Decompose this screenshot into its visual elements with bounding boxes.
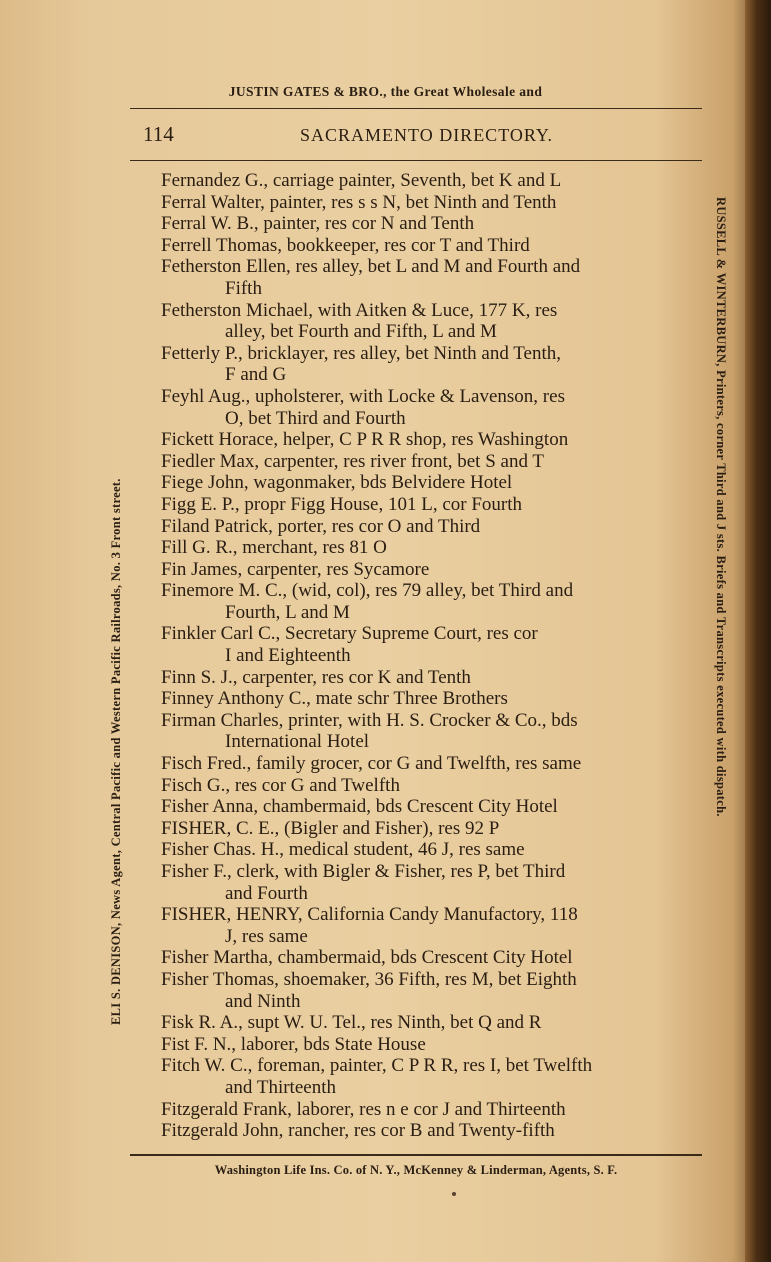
entry-continuation: J, res same bbox=[225, 925, 308, 947]
directory-entry bbox=[161, 818, 701, 840]
ink-dot bbox=[452, 1192, 456, 1196]
entry-text: Firman Charles, printer, with H. S. Crocker & Co., bds bbox=[161, 709, 578, 731]
entry-text: Fisch G., res cor G and Twelfth bbox=[161, 774, 400, 796]
entry-text: Fetherston Michael, with Aitken & Luce, 177 K, res bbox=[161, 299, 558, 321]
entry-text: Ferrell Thomas, bookkeeper, res cor T and Third bbox=[161, 234, 530, 256]
directory-entry bbox=[161, 688, 701, 710]
entry-text: Finn S. J., carpenter, res cor K and Tenth bbox=[161, 666, 471, 688]
header-rule bbox=[130, 160, 702, 161]
directory-entry bbox=[161, 192, 701, 214]
directory-entry bbox=[161, 796, 701, 818]
directory-entry bbox=[161, 213, 701, 235]
directory-entry bbox=[161, 451, 701, 473]
top-rule bbox=[130, 108, 702, 109]
entry-text: Fin James, carpenter, res Sycamore bbox=[161, 558, 430, 580]
directory-entry bbox=[161, 580, 701, 623]
directory-entry bbox=[161, 623, 701, 666]
entry-text: Fisher Anna, chambermaid, bds Crescent City Hotel bbox=[161, 796, 558, 818]
directory-entry bbox=[161, 170, 701, 192]
entry-text: Fernandez G., carriage painter, Seventh, bet K and L bbox=[161, 170, 562, 191]
directory-entry bbox=[161, 1055, 701, 1098]
entry-text: Fetterly P., bricklayer, res alley, bet Ninth and Tenth, bbox=[161, 342, 561, 364]
entry-continuation: O, bet Third and Fourth bbox=[225, 407, 406, 429]
directory-entry bbox=[161, 256, 701, 299]
directory-entry bbox=[161, 1099, 701, 1121]
directory-entry bbox=[161, 235, 701, 257]
entry-text: Fitch W. C., foreman, painter, C P R R, res I, bet Twelfth bbox=[161, 1055, 593, 1077]
directory-entry bbox=[161, 494, 701, 516]
entry-text: Fist F. N., laborer, bds State House bbox=[161, 1033, 426, 1055]
entry-text: Fitzgerald John, rancher, res cor B and Twenty-fifth bbox=[161, 1120, 555, 1142]
entry-text: Fisher Martha, chambermaid, bds Crescent City Hotel bbox=[161, 947, 573, 969]
entry-text: Fisch Fred., family grocer, cor G and Twelfth, res same bbox=[161, 753, 582, 775]
directory-entry bbox=[161, 1034, 701, 1056]
entry-text: Fiege John, wagonmaker, bds Belvidere Hotel bbox=[161, 472, 513, 494]
entry-continuation: Fourth, L and M bbox=[225, 601, 350, 623]
entry-text: Fetherston Ellen, res alley, bet L and M and Fourth and bbox=[161, 256, 581, 278]
entry-text: Fill G. R., merchant, res 81 O bbox=[161, 537, 387, 559]
entry-text: Fiedler Max, carpenter, res river front, bet S and T bbox=[161, 450, 544, 472]
directory-entry bbox=[161, 537, 701, 559]
directory-entry bbox=[161, 472, 701, 494]
directory-entry bbox=[161, 775, 701, 797]
entry-text: Fisher Chas. H., medical student, 46 J, res same bbox=[161, 839, 525, 861]
directory-entry bbox=[161, 861, 701, 904]
directory-entry bbox=[161, 947, 701, 969]
entry-text: Fisk R. A., supt W. U. Tel., res Ninth, bet Q and R bbox=[161, 1012, 542, 1034]
directory-entry bbox=[161, 559, 701, 581]
directory-entry bbox=[161, 1120, 701, 1142]
directory-entry bbox=[161, 429, 701, 451]
book-binding-edge bbox=[745, 0, 771, 1262]
entry-text: Finney Anthony C., mate schr Three Brothers bbox=[161, 688, 508, 710]
entry-continuation: and Thirteenth bbox=[225, 1076, 336, 1098]
directory-entry bbox=[161, 839, 701, 861]
entry-text: Ferral Walter, painter, res s s N, bet Ninth and Tenth bbox=[161, 191, 557, 213]
bottom-rule bbox=[130, 1154, 702, 1156]
entry-text: Filand Patrick, porter, res cor O and Third bbox=[161, 515, 481, 537]
entry-continuation: and Ninth bbox=[225, 990, 301, 1012]
entry-text: Fisher Thomas, shoemaker, 36 Fifth, res M, bet Eighth bbox=[161, 968, 577, 990]
directory-entry bbox=[161, 386, 701, 429]
bottom-advertisement: Washington Life Ins. Co. of N. Y., McKenney & Linderman, Agents, S. F. bbox=[214, 1163, 618, 1177]
directory-entry bbox=[161, 300, 701, 343]
entry-text: Ferral W. B., painter, res cor N and Tenth bbox=[161, 213, 475, 235]
directory-entry bbox=[161, 904, 701, 947]
top-advertisement: JUSTIN GATES & BRO., the Great Wholesale and bbox=[228, 84, 543, 99]
directory-entry bbox=[161, 710, 701, 753]
right-side-advertisement: RUSSELL & WINTERBURN, Printers, corner Third and J sts. Briefs and Transcripts executed with dispatch. bbox=[714, 197, 728, 817]
entry-text: Finemore M. C., (wid, col), res 79 alley, bet Third and bbox=[161, 580, 574, 602]
entry-text: Feyhl Aug., upholsterer, with Locke & Lavenson, res bbox=[161, 385, 565, 407]
entry-continuation: I and Eighteenth bbox=[225, 645, 351, 667]
entry-continuation: alley, bet Fourth and Fifth, L and M bbox=[225, 321, 497, 343]
directory-entry bbox=[161, 667, 701, 689]
entry-continuation: and Fourth bbox=[225, 882, 308, 904]
entry-text: Figg E. P., propr Figg House, 101 L, cor Fourth bbox=[161, 493, 522, 515]
entry-text: Fisher F., clerk, with Bigler & Fisher, res P, bet Third bbox=[161, 861, 566, 882]
entry-text: Fitzgerald Frank, laborer, res n e cor J and Thirteenth bbox=[161, 1098, 566, 1120]
directory-entries bbox=[161, 170, 701, 1142]
running-head: SACRAMENTO DIRECTORY. bbox=[300, 125, 554, 145]
entry-text: FISHER, C. E., (Bigler and Fisher), res 92 P bbox=[161, 817, 500, 839]
entry-text: Finkler Carl C., Secretary Supreme Court, res cor bbox=[161, 623, 538, 645]
entry-continuation: F and G bbox=[225, 364, 287, 386]
directory-entry bbox=[161, 343, 701, 386]
directory-entry bbox=[161, 516, 701, 538]
directory-entry bbox=[161, 1012, 701, 1034]
entry-continuation: Fifth bbox=[225, 277, 262, 299]
entry-text: Fickett Horace, helper, C P R R shop, res Washington bbox=[161, 429, 569, 451]
entry-text: FISHER, HENRY, California Candy Manufactory, 118 bbox=[161, 904, 578, 926]
left-side-advertisement: ELI S. DENISON, News Agent, Central Pacific and Western Pacific Railroads, No. 3 Front street. bbox=[109, 478, 123, 1025]
entry-continuation: International Hotel bbox=[225, 731, 370, 753]
directory-entry bbox=[161, 969, 701, 1012]
directory-entry bbox=[161, 753, 701, 775]
page-number: 114 bbox=[143, 122, 174, 146]
